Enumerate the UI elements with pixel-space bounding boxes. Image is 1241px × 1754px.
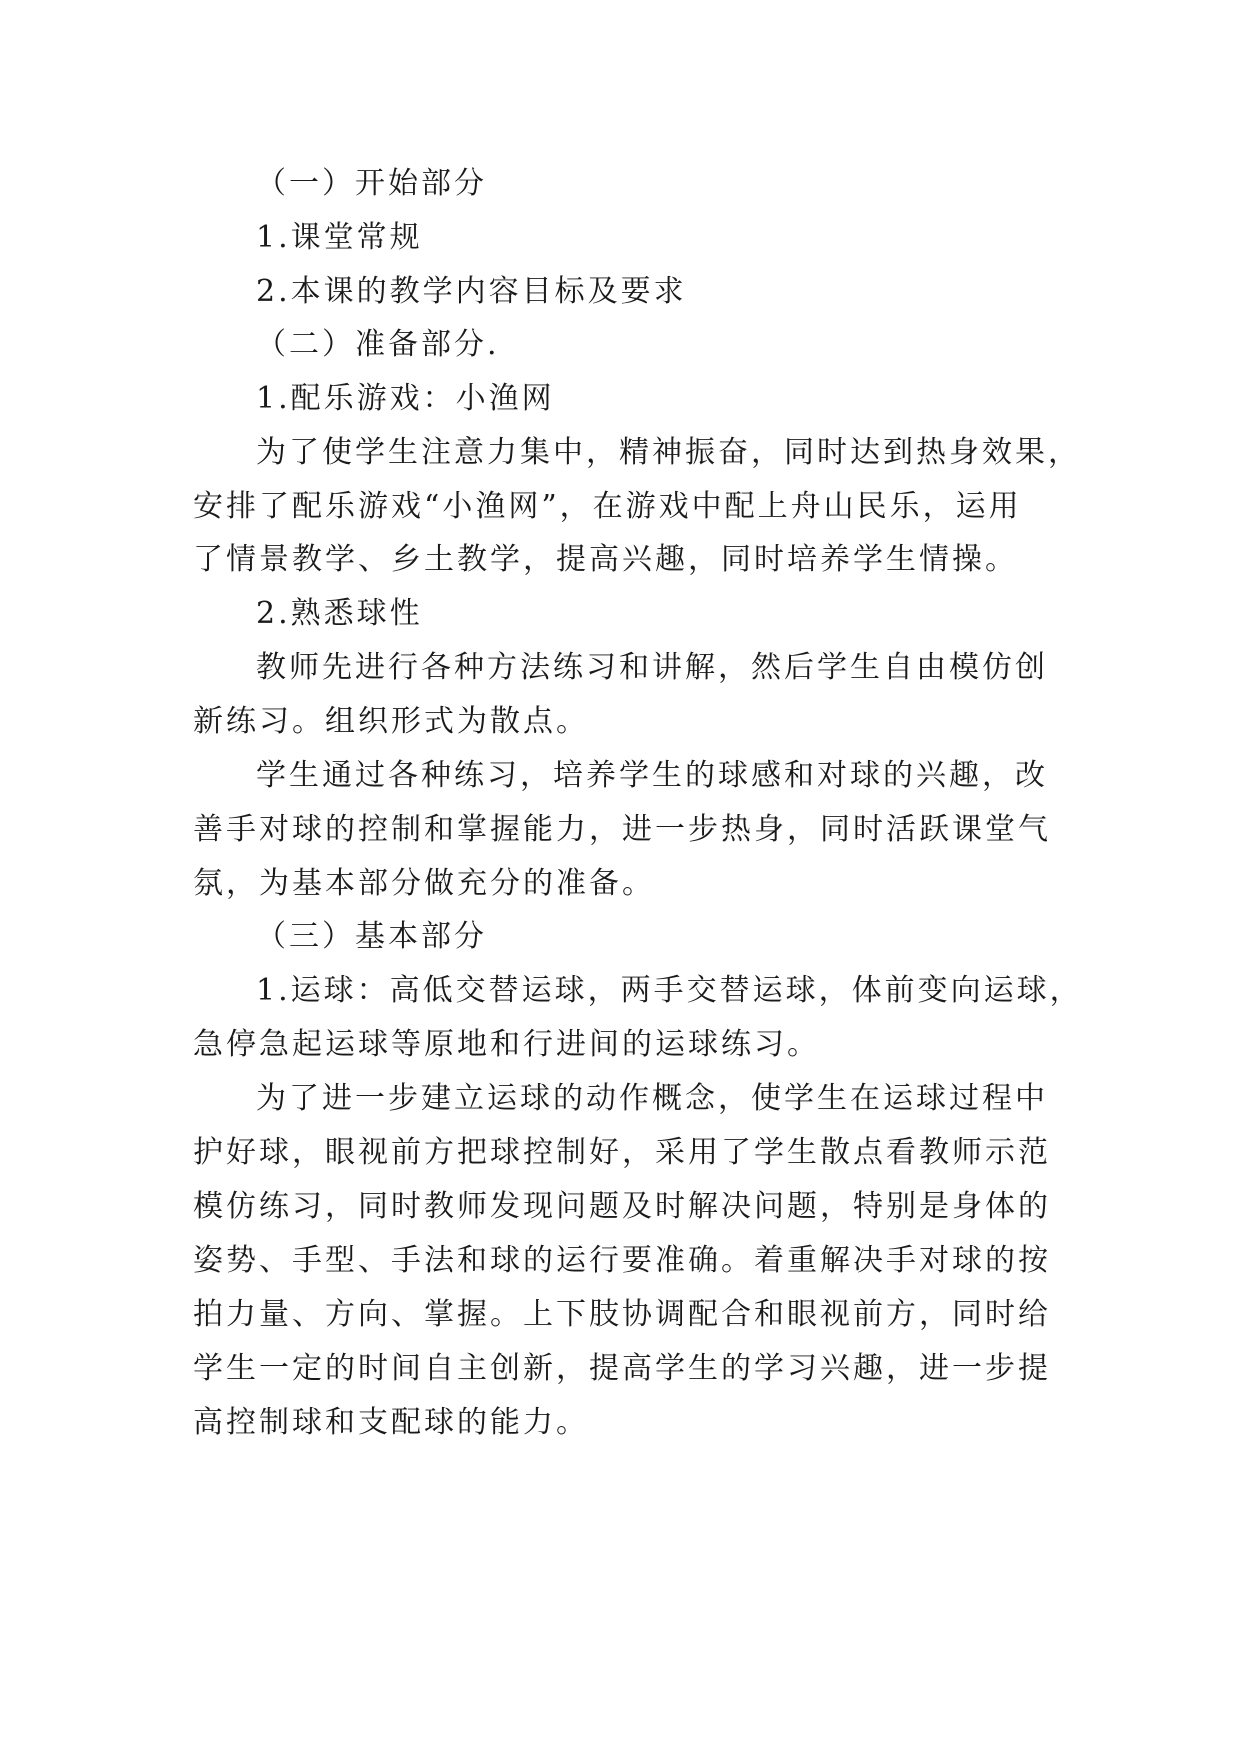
section-heading-prep: （二）准备部分. <box>256 327 500 362</box>
list-item: 2.熟悉球性 <box>256 596 423 631</box>
paragraph-line: 学生一定的时间自主创新，提高学生的学习兴趣，进一步提 <box>193 1351 1051 1386</box>
paragraph-line: 高控制球和支配球的能力。 <box>193 1405 589 1440</box>
paragraph-line: 姿势、手型、手法和球的运行要准确。着重解决手对球的按 <box>193 1243 1051 1278</box>
list-item: 1.课堂常规 <box>256 220 423 255</box>
paragraph-line: 模仿练习，同时教师发现问题及时解决问题，特别是身体的 <box>193 1189 1051 1224</box>
paragraph-line: 善手对球的控制和掌握能力，进一步热身，同时活跃课堂气 <box>193 812 1051 847</box>
paragraph-line: 氛，为基本部分做充分的准备。 <box>193 866 655 901</box>
section-heading-start: （一）开始部分 <box>256 166 487 201</box>
section-heading-basic: （三）基本部分 <box>256 919 487 954</box>
list-item: 1.运球：高低交替运球，两手交替运球，体前变向运球， <box>256 973 1083 1008</box>
list-item: 1.配乐游戏：小渔网 <box>256 381 555 416</box>
paragraph-line: 为了使学生注意力集中，精神振奋，同时达到热身效果， <box>256 435 1081 470</box>
paragraph-line: 急停急起运球等原地和行进间的运球练习。 <box>193 1027 820 1062</box>
list-item: 2.本课的教学内容目标及要求 <box>256 274 687 309</box>
paragraph-line: 了情景教学、乡土教学，提高兴趣，同时培养学生情操。 <box>193 542 1018 577</box>
paragraph-line: 为了进一步建立运球的动作概念，使学生在运球过程中 <box>256 1081 1048 1116</box>
paragraph-line: 拍力量、方向、掌握。上下肢协调配合和眼视前方，同时给 <box>193 1297 1051 1332</box>
paragraph-line: 新练习。组织形式为散点。 <box>193 704 589 739</box>
paragraph-line: 护好球，眼视前方把球控制好，采用了学生散点看教师示范 <box>193 1135 1051 1170</box>
paragraph-line: 学生通过各种练习，培养学生的球感和对球的兴趣，改 <box>256 758 1048 793</box>
paragraph-line: 安排了配乐游戏“小渔网”，在游戏中配上舟山民乐，运用 <box>193 489 1022 524</box>
paragraph-line: 教师先进行各种方法练习和讲解，然后学生自由模仿创 <box>256 650 1048 685</box>
